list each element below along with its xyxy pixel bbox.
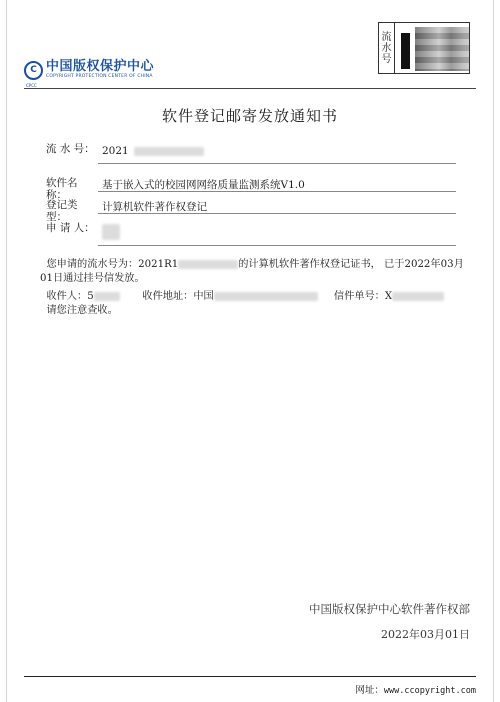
notice-paragraph (40, 258, 468, 286)
logo-text (46, 60, 154, 80)
logo-mark-letter: C (30, 64, 37, 75)
tracking-value: X (384, 291, 393, 302)
redacted-text (392, 292, 444, 301)
footer-label: 网址： (355, 685, 384, 696)
notice-prefix: 您申请的流水号为：2021R1 (46, 259, 179, 270)
barcode-bar (401, 33, 410, 69)
serial-box-label (379, 23, 395, 73)
address-value: 中国 (193, 291, 214, 302)
copyright-logo-icon (24, 61, 43, 88)
serial-label-char: 流 (381, 31, 392, 43)
footer-url[interactable]: www.ccopyright.com (383, 686, 476, 696)
notice-middle: 的计算机软件著作权登记证书， 已于2022年03月01日通过挂号信发放。 (40, 259, 464, 284)
recipient-value: 5 (87, 291, 94, 302)
issue-date: 2022年03月01日 (381, 628, 470, 641)
footer-divider (24, 676, 476, 677)
logo-name-en: COPYRIGHT PROTECTION CENTER OF CHINA (46, 74, 153, 79)
recipient-label: 收件人： (46, 291, 88, 302)
logo-mark-sub: CPCC (26, 82, 37, 88)
field-label: 软件名称： (46, 177, 78, 201)
barcode-redaction-texture (415, 27, 469, 71)
logo-name-cn: 中国版权保护中心 (46, 59, 155, 74)
closing-text: 请您注意查收。 (46, 305, 118, 316)
document-title: 软件登记邮寄发放通知书 (161, 107, 338, 125)
cpcc-logo (24, 59, 155, 88)
field-label: 申 请 人： (46, 222, 95, 234)
header-divider (24, 88, 476, 89)
field-underline (98, 213, 456, 214)
recipient-line (40, 290, 468, 304)
field-underline (98, 163, 456, 164)
footer (355, 682, 476, 696)
redacted-text (134, 147, 204, 156)
field-underline (98, 191, 456, 192)
field-value (102, 224, 120, 240)
closing-line (40, 304, 468, 318)
field-underline (98, 245, 456, 246)
redacted-barcode (395, 23, 469, 73)
redacted-text (214, 292, 318, 301)
registration-type-value: 计算机软件著作权登记 (102, 201, 207, 213)
serial-label-char: 水 (381, 42, 392, 54)
field-value (102, 145, 204, 157)
redacted-text (94, 292, 120, 301)
serial-number-value: 2021 (102, 145, 129, 157)
tracking-label: 信件单号： (333, 291, 385, 302)
field-label: 登记类型： (46, 199, 78, 223)
redacted-text (178, 260, 238, 269)
issuing-organization: 中国版权保护中心软件著作权部 (309, 602, 470, 616)
serial-label-char: 号 (381, 53, 392, 65)
field-label: 流 水 号： (46, 143, 95, 155)
address-label: 收件地址： (142, 291, 194, 302)
redacted-text (102, 224, 120, 240)
serial-number-box (378, 22, 470, 74)
software-name-value: 基于嵌入式的校园网网络质量监测系统V1.0 (102, 179, 305, 191)
